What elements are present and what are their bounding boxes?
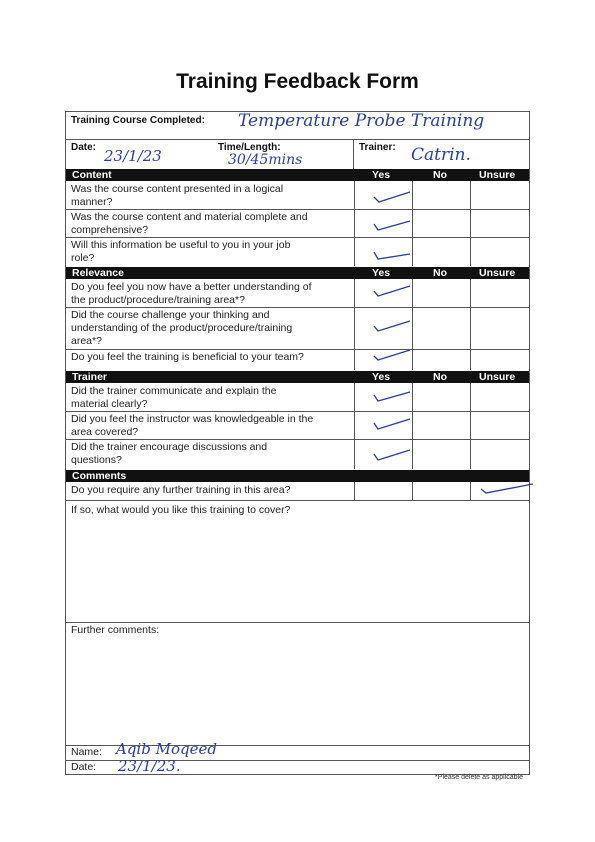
checkmark-icon[interactable] [372, 348, 412, 362]
footer-date-value[interactable]: 23/1/23. [118, 757, 181, 775]
checkmark-icon[interactable] [372, 247, 412, 261]
footer-date-label: Date: [71, 761, 97, 773]
name-value[interactable]: Aqib Moqeed [116, 740, 217, 758]
question-relevance-1: Do you feel you now have a better understanding of the product/procedure/training area*? [71, 281, 312, 306]
course-label: Training Course Completed: [71, 115, 205, 126]
trainer-label: Trainer: [359, 142, 396, 153]
checkmark-icon[interactable] [372, 218, 412, 232]
question-trainer-2: Did you feel the instructor was knowledgeable in the area covered? [71, 413, 314, 438]
form-title: Training Feedback Form [176, 70, 419, 93]
checkmark-icon[interactable] [372, 417, 412, 431]
checkmark-icon[interactable] [479, 482, 535, 496]
question-training-cover: If so, what would you like this training to cover? [71, 504, 291, 516]
course-value[interactable]: Temperature Probe Training [238, 111, 485, 131]
date-value[interactable]: 23/1/23 [104, 147, 162, 165]
section-header-trainer: Trainer Yes No Unsure [66, 371, 529, 383]
divider [66, 139, 529, 140]
checkmark-icon[interactable] [372, 389, 412, 403]
checkmark-icon[interactable] [372, 319, 412, 333]
name-label: Name: [71, 746, 102, 758]
checkmark-icon[interactable] [372, 284, 412, 298]
question-content-2: Was the course content and material complete and comprehensive? [71, 211, 308, 236]
section-header-relevance: Relevance Yes No Unsure [66, 267, 529, 279]
question-trainer-1: Did the trainer communicate and explain the material clearly? [71, 385, 277, 410]
question-trainer-3: Did the trainer encourage discussions and questions? [71, 441, 268, 466]
footnote: *Please delete as applicable [435, 774, 523, 781]
feedback-form [65, 111, 530, 775]
time-length-label: Time/Length: [218, 142, 281, 153]
question-relevance-2: Did the course challenge your thinking and understanding of the product/procedure/training area*? [71, 309, 293, 347]
question-content-3: Will this information be useful to you in your job role? [71, 239, 291, 264]
further-comments-label: Further comments: [71, 624, 160, 636]
question-relevance-3: Do you feel the training is beneficial to your team? [71, 351, 304, 363]
trainer-value[interactable]: Catrin. [411, 145, 471, 165]
question-further-training: Do you require any further training in this area? [71, 484, 291, 496]
date-label: Date: [71, 142, 97, 153]
section-header-content: Content Yes No Unsure [66, 169, 529, 181]
checkmark-icon[interactable] [372, 448, 412, 462]
section-header-comments: Comments [66, 470, 529, 482]
checkmark-icon[interactable] [372, 190, 412, 204]
time-length-value[interactable]: 30/45mins [228, 152, 303, 168]
question-content-1: Was the course content presented in a logical manner? [71, 183, 284, 208]
